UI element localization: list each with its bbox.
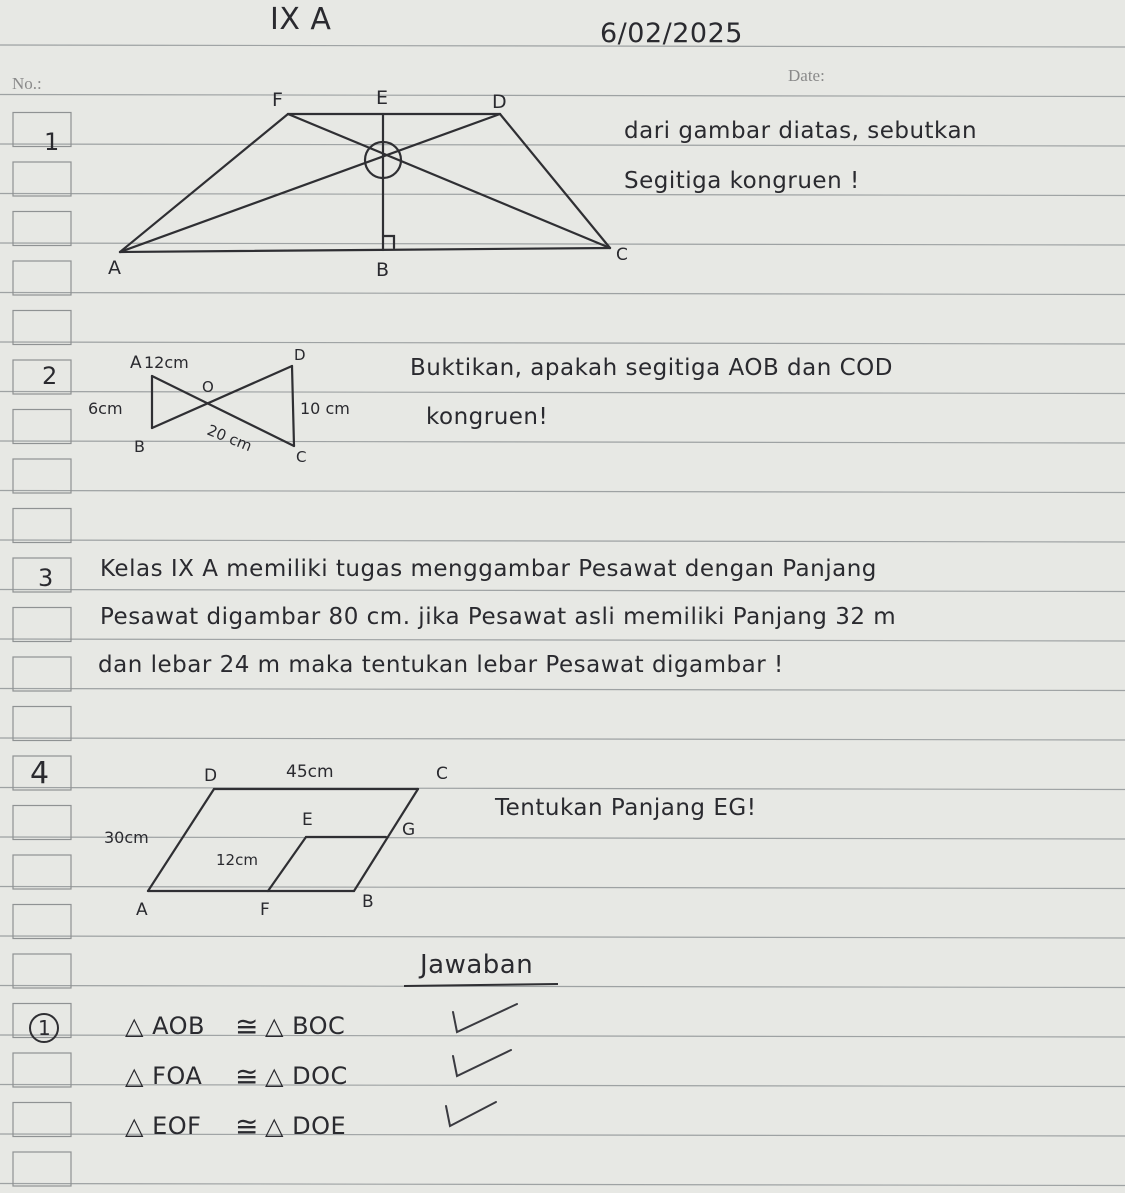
- q1-right-angle: [383, 236, 394, 248]
- q2-point-a: A: [130, 353, 142, 373]
- margin-box: [13, 1152, 71, 1186]
- q1-point-e: E: [376, 87, 389, 109]
- answer-line-symbol: ≅: [235, 1010, 259, 1043]
- ruled-line: [0, 491, 1125, 493]
- q4-point-b: B: [362, 892, 374, 912]
- q4-point-e: E: [302, 810, 313, 830]
- ruled-line: [0, 45, 1125, 47]
- margin-box: [13, 509, 71, 543]
- ruled-line: [0, 293, 1125, 295]
- q4-point-f: F: [260, 900, 270, 920]
- ruled-line: [0, 540, 1125, 542]
- q2-label-ab: 6cm: [88, 399, 123, 418]
- margin-box: [13, 1103, 71, 1137]
- q1-line-fc: [288, 114, 610, 248]
- q2-label-dc: 10 cm: [300, 399, 350, 418]
- class-label: IX A: [270, 2, 332, 37]
- answer-line-right: △ BOC: [265, 1012, 346, 1040]
- q4-parallelogram-figure: [100, 755, 460, 925]
- q2-line-bd: [152, 366, 292, 428]
- q1-trapezoid-figure: [100, 80, 640, 290]
- answer-heading-underline: [400, 980, 570, 992]
- q4-line-ef: [268, 837, 306, 891]
- q2-bowtie-figure: [80, 338, 410, 478]
- q4-point-d: D: [204, 766, 218, 786]
- q3-number: 3: [38, 564, 54, 592]
- margin-box: [13, 657, 71, 691]
- answer-line-right: △ DOC: [265, 1062, 348, 1090]
- margin-box: [13, 855, 71, 889]
- margin-box: [13, 608, 71, 642]
- q1-point-f: F: [272, 89, 283, 111]
- answer-line-left: △ FOA: [125, 1062, 203, 1090]
- q1-point-b: B: [376, 259, 390, 281]
- margin-box: [13, 261, 71, 295]
- q4-number: 4: [30, 756, 50, 791]
- check-mark: [445, 1046, 525, 1086]
- margin-box: [13, 410, 71, 444]
- q1-number: 1: [44, 128, 60, 156]
- q4-label-ef: 12cm: [216, 851, 258, 869]
- answer-line-left: △ EOF: [125, 1112, 202, 1140]
- q4-point-c: C: [436, 764, 448, 784]
- q1-text-line2: Segitiga kongruen !: [624, 168, 860, 194]
- q2-text-line2: kongruen!: [426, 404, 549, 430]
- date-label: Date:: [788, 66, 825, 85]
- q1-line-dc: [500, 114, 610, 248]
- margin-box: [13, 1053, 71, 1087]
- q4-label-ad: 30cm: [104, 828, 149, 847]
- margin-box: [13, 806, 71, 840]
- answer-number: 1: [38, 1016, 52, 1040]
- q1-point-c: C: [616, 245, 628, 265]
- q2-point-b: B: [134, 437, 145, 456]
- q1-line-ac: [120, 248, 610, 252]
- margin-box: [13, 311, 71, 345]
- margin-box: [13, 212, 71, 246]
- q1-text-line1: dari gambar diatas, sebutkan: [624, 118, 978, 144]
- margin-box: [13, 113, 71, 147]
- check-mark: [438, 1096, 518, 1136]
- ruled-line: [0, 689, 1125, 691]
- q2-label-ao: 12cm: [144, 353, 189, 372]
- q1-line-af: [120, 114, 288, 252]
- answer-line-right: △ DOE: [265, 1112, 347, 1140]
- margin-box: [13, 707, 71, 741]
- q2-point-c: C: [296, 448, 307, 466]
- q4-label-dc: 45cm: [286, 762, 334, 782]
- answer-line-left: △ AOB: [125, 1012, 205, 1040]
- q4-text: Tentukan Panjang EG!: [495, 795, 757, 821]
- margin-box: [13, 905, 71, 939]
- q3-line3: dan lebar 24 m maka tentukan lebar Pesawat digambar !: [98, 652, 784, 678]
- q1-point-d: D: [492, 91, 507, 113]
- date-value: 6/02/2025: [600, 18, 743, 49]
- ruled-line: [0, 936, 1125, 938]
- q2-point-d: D: [294, 346, 306, 364]
- ruled-line: [0, 639, 1125, 641]
- q2-line-dc: [292, 366, 294, 446]
- answer-line-symbol: ≅: [235, 1060, 259, 1093]
- q4-point-g: G: [402, 820, 416, 840]
- q2-point-o: O: [202, 378, 214, 396]
- ruled-line: [0, 1184, 1125, 1186]
- q4-line-ad: [148, 789, 214, 891]
- check-mark: [445, 1000, 525, 1040]
- q2-text-line1: Buktikan, apakah segitiga AOB dan COD: [410, 355, 893, 381]
- margin-box: [13, 954, 71, 988]
- ruled-line: [0, 590, 1125, 592]
- answer-line-symbol: ≅: [235, 1110, 259, 1143]
- margin-box: [13, 162, 71, 196]
- no-label: No.:: [12, 74, 42, 93]
- margin-box: [13, 459, 71, 493]
- q1-point-a: A: [108, 257, 121, 279]
- answer-heading: Jawaban: [420, 950, 534, 980]
- q2-label-oc: 20 cm: [204, 421, 255, 456]
- q2-number: 2: [42, 362, 58, 390]
- ruled-line: [0, 738, 1125, 740]
- q1-line-ad: [120, 114, 500, 252]
- q4-line-bc: [354, 789, 418, 891]
- q3-line2: Pesawat digambar 80 cm. jika Pesawat asli memiliki Panjang 32 m: [100, 604, 897, 630]
- q4-point-a: A: [136, 900, 148, 920]
- q3-line1: Kelas IX A memiliki tugas menggambar Pesawat dengan Panjang: [100, 556, 877, 582]
